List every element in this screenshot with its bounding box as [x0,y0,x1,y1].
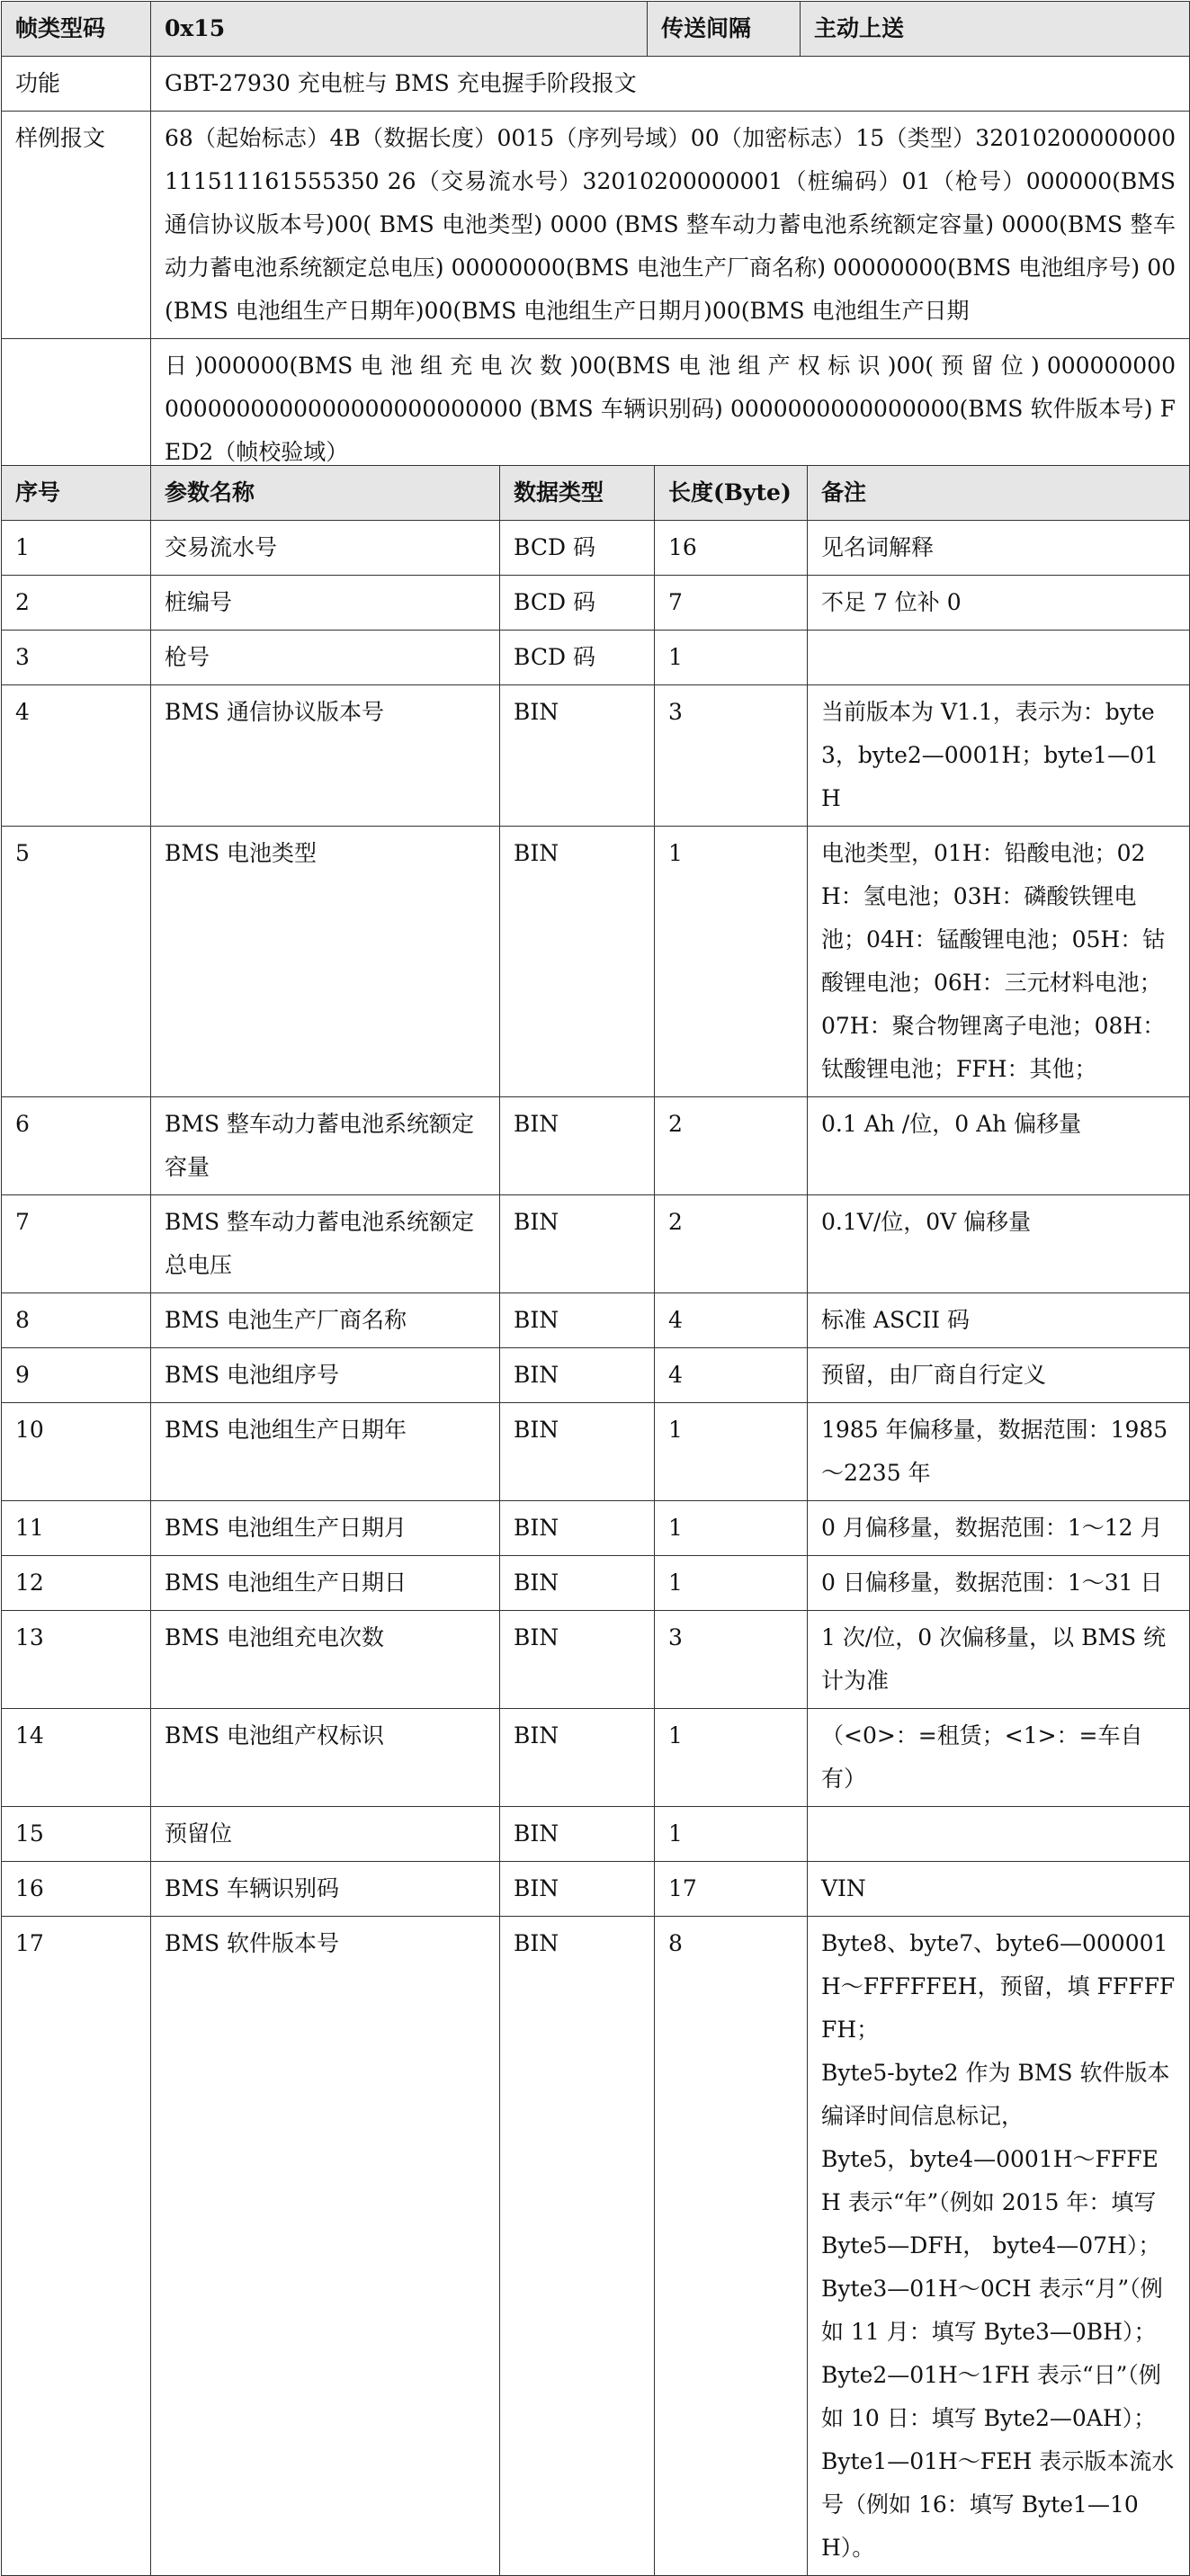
table-row [2,1917,1190,2576]
table-row [2,631,1190,685]
remark [808,631,1190,685]
remark: 预留，由厂商自行定义 [808,1348,1190,1403]
table-row [2,1195,1190,1293]
length-bytes: 1 [655,1709,808,1807]
params-header-row [2,466,1190,521]
software-note-line: Byte5-byte2 作为 BMS 软件版本编译时间信息标记， [821,2060,1170,2129]
row-number: 9 [2,1348,151,1403]
length-bytes: 17 [655,1862,808,1917]
data-type: BIN [500,1097,655,1195]
data-type: BIN [500,1807,655,1862]
software-note-line: Byte8、byte7、byte6—000001H～FFFFFEH，预留，填 FFFFFFH； [821,1930,1176,2043]
table-row [2,1556,1190,1611]
col-header-note: 备注 [808,466,1190,521]
remark: 0 日偏移量，数据范围：1～31 日 [808,1556,1190,1611]
col-header-no: 序号 [2,466,151,521]
data-type: BIN [500,1556,655,1611]
row-number: 14 [2,1709,151,1807]
software-note-line: Byte5，byte4—0001H～FFFEH 表示“年”（例如 2015 年：填写 Byte5—DFH， byte4—07H）； [821,2146,1161,2258]
data-type: BIN [500,685,655,827]
row-number: 5 [2,827,151,1097]
length-bytes: 1 [655,631,808,685]
params-body [2,521,1190,2576]
sample-text-part2: 日 )000000(BMS 电 池 组 充 电 次 数 )00(BMS 电 池 组 产 权 标 识 )00( 预 留 位 ) 0000000000000000000000000000000000 (BMS 车辆识别码) 0000000000000000(BMS 软件版本号) FED2（帧校验域） [151,339,1190,480]
sample-label-empty [2,339,151,480]
param-name: BMS 电池组充电次数 [151,1611,500,1709]
row-number: 6 [2,1097,151,1195]
row-number: 7 [2,1195,151,1293]
row-number: 1 [2,521,151,576]
frame-info-table [1,1,1190,480]
interval-label: 传送间隔 [648,2,801,57]
length-bytes: 8 [655,1917,808,2576]
frame-code-label: 帧类型码 [2,2,151,57]
frame-header-row [2,2,1190,57]
table-row [2,1293,1190,1348]
function-label: 功能 [2,57,151,112]
data-type: BIN [500,1403,655,1501]
length-bytes: 3 [655,685,808,827]
table-row [2,1862,1190,1917]
length-bytes: 7 [655,576,808,631]
length-bytes: 1 [655,827,808,1097]
remark: 不足 7 位补 0 [808,576,1190,631]
length-bytes: 2 [655,1097,808,1195]
param-name: BMS 电池类型 [151,827,500,1097]
data-type: BIN [500,1862,655,1917]
row-number: 16 [2,1862,151,1917]
data-type: BIN [500,1611,655,1709]
row-number: 2 [2,576,151,631]
col-header-name: 参数名称 [151,466,500,521]
row-number: 12 [2,1556,151,1611]
param-name: 桩编号 [151,576,500,631]
param-name: 预留位 [151,1807,500,1862]
frame-code-value: 0x15 [151,2,648,57]
param-name: BMS 整车动力蓄电池系统额定总电压 [151,1195,500,1293]
param-name: BMS 电池组序号 [151,1348,500,1403]
length-bytes: 1 [655,1403,808,1501]
col-header-type: 数据类型 [500,466,655,521]
software-note-line: Byte1—01H～FEH 表示版本流水号（例如 16：填写 Byte1—10H）。 [821,2448,1175,2561]
software-note-line: Byte3—01H～0CH 表示“月”（例如 11 月：填写 Byte3—0BH）； [821,2276,1163,2345]
table-row [2,1709,1190,1807]
row-number: 4 [2,685,151,827]
remark [808,1807,1190,1862]
remark: 标准 ASCII 码 [808,1293,1190,1348]
data-type: BIN [500,1293,655,1348]
software-note-line: Byte2—01H～1FH 表示“日”（例如 10 日：填写 Byte2—0AH）； [821,2362,1161,2431]
table-row [2,1611,1190,1709]
remark: 0 月偏移量，数据范围：1～12 月 [808,1501,1190,1556]
data-type: BIN [500,1709,655,1807]
row-number: 3 [2,631,151,685]
data-type: BCD 码 [500,576,655,631]
row-number: 17 [2,1917,151,2576]
remark: 电池类型，01H：铅酸电池；02H：氢电池；03H：磷酸铁锂电池；04H：锰酸锂电池；05H：钴酸锂电池；06H：三元材料电池；07H：聚合物锂离子电池；08H：钛酸锂电池；FFH：其他； [808,827,1190,1097]
table-row [2,1348,1190,1403]
length-bytes: 4 [655,1293,808,1348]
data-type: BCD 码 [500,631,655,685]
interval-value: 主动上送 [801,2,1190,57]
length-bytes: 2 [655,1195,808,1293]
data-type: BIN [500,1501,655,1556]
length-bytes: 4 [655,1348,808,1403]
table-row [2,576,1190,631]
params-table [1,465,1190,2576]
remark: 当前版本为 V1.1，表示为：byte3，byte2—0001H；byte1—01H [808,685,1190,827]
row-number: 11 [2,1501,151,1556]
param-name: BMS 通信协议版本号 [151,685,500,827]
remark: 1 次/位，0 次偏移量，以 BMS 统计为准 [808,1611,1190,1709]
remark: 0.1 Ah /位，0 Ah 偏移量 [808,1097,1190,1195]
row-number: 15 [2,1807,151,1862]
data-type: BCD 码 [500,521,655,576]
length-bytes: 1 [655,1807,808,1862]
data-type: BIN [500,827,655,1097]
function-value: GBT-27930 充电桩与 BMS 充电握手阶段报文 [151,57,1190,112]
row-number: 8 [2,1293,151,1348]
table-row [2,1501,1190,1556]
remark: VIN [808,1862,1190,1917]
remark: 0.1V/位，0V 偏移量 [808,1195,1190,1293]
param-name: BMS 软件版本号 [151,1917,500,2576]
length-bytes: 1 [655,1501,808,1556]
remark: 1985 年偏移量，数据范围：1985～2235 年 [808,1403,1190,1501]
data-type: BIN [500,1195,655,1293]
remark: 见名词解释 [808,521,1190,576]
param-name: 枪号 [151,631,500,685]
table-row [2,521,1190,576]
param-name: 交易流水号 [151,521,500,576]
row-number: 10 [2,1403,151,1501]
param-name: BMS 整车动力蓄电池系统额定容量 [151,1097,500,1195]
param-name: BMS 电池组生产日期日 [151,1556,500,1611]
table-row [2,1807,1190,1862]
param-name: BMS 电池组生产日期年 [151,1403,500,1501]
data-type: BIN [500,1348,655,1403]
function-row [2,57,1190,112]
sample-row-cont [2,339,1190,480]
param-name: BMS 电池生产厂商名称 [151,1293,500,1348]
remark: （<0>：=租赁；<1>：=车自有） [808,1709,1190,1807]
sample-row [2,112,1190,339]
length-bytes: 16 [655,521,808,576]
row-number: 13 [2,1611,151,1709]
param-name: BMS 车辆识别码 [151,1862,500,1917]
length-bytes: 3 [655,1611,808,1709]
remark [808,1917,1190,2576]
sample-text-part1: 68（起始标志）4B（数据长度）0015（序列号域）00（加密标志）15（类型）32010200000000111511161555350 26（交易流水号）32010200000001（桩编码）01（枪号）000000(BMS 通信协议版本号)00( BMS 电池类型) 0000 (BMS 整车动力蓄电池系统额定容量) 0000(BMS 整车动力蓄电池系统额定总电压) 00000000(BMS 电池生产厂商名称) 00000000(BMS 电池组序号) 00(BMS 电池组生产日期年)00(BMS 电池组生产日期月)00(BMS 电池组生产日期 [151,112,1190,339]
col-header-length: 长度(Byte) [655,466,808,521]
table-row [2,1097,1190,1195]
data-type: BIN [500,1917,655,2576]
table-row [2,827,1190,1097]
length-bytes: 1 [655,1556,808,1611]
param-name: BMS 电池组生产日期月 [151,1501,500,1556]
sample-label: 样例报文 [2,112,151,339]
param-name: BMS 电池组产权标识 [151,1709,500,1807]
table-row [2,1403,1190,1501]
table-row [2,685,1190,827]
